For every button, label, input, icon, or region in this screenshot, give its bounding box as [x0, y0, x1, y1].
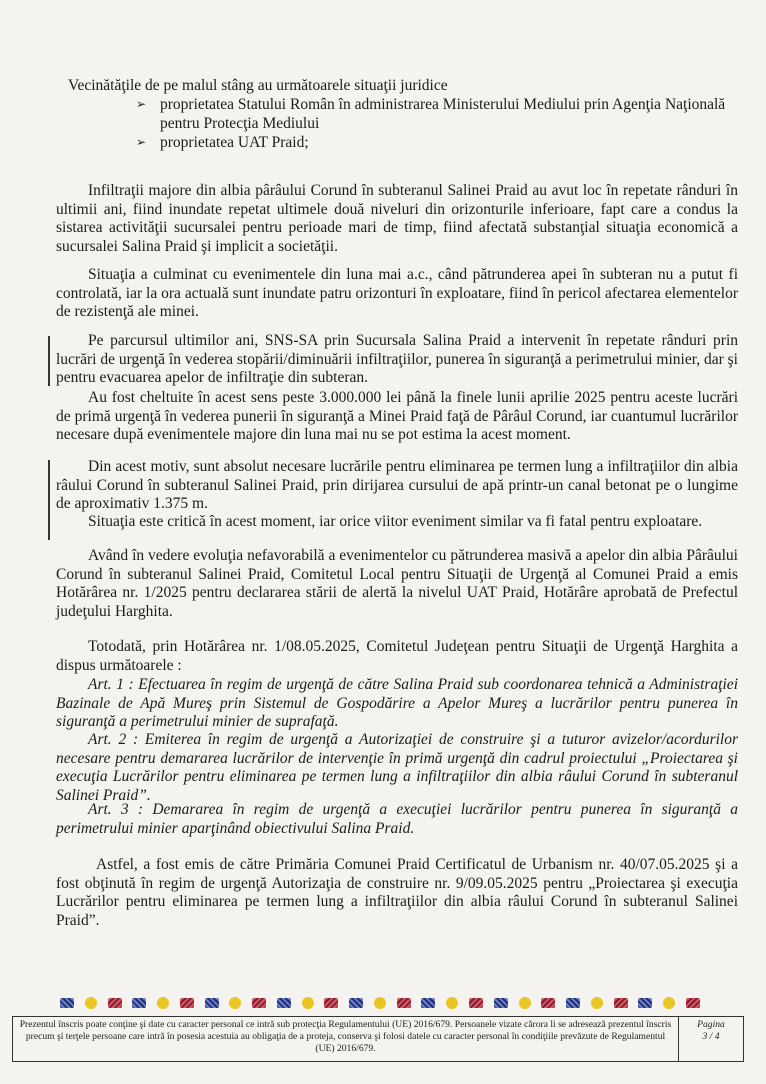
margin-bar: [48, 460, 50, 540]
ornament-motif-icon: [108, 998, 122, 1008]
footer-ornament: [60, 996, 700, 1010]
ornament-motif-icon: [591, 997, 603, 1009]
ornament-motif-icon: [397, 998, 411, 1008]
ornament-motif-icon: [686, 998, 700, 1008]
ornament-motif-icon: [374, 997, 386, 1009]
ornament-motif-icon: [302, 997, 314, 1009]
paragraph-decision: Totodată, prin Hotărârea nr. 1/08.05.2025, Comitetul Judeţean pentru Situaţii de Urgenţă Harghita a dispus următoarele :: [56, 638, 738, 674]
paragraph-infiltrations: Infiltraţii majore din albia pârâului Corund în subteranul Salinei Praid au avut loc în repetate rânduri în ultimii ani, fiind inundate repetat ultimele două niveluri din orizonturile inferioare, fapt care a condus la sistarea activităţii sucursalei pentru perioade mari de timp, fiind afectată substanţial situaţia economică a sucursalei Salina Praid şi implicit a societăţii.: [56, 182, 738, 255]
arrow-bullet-icon: ➢: [136, 135, 147, 149]
paragraph-alert: Având în vedere evoluţia nefavorabilă a evenimentelor cu pătrunderea masivă a apelor din albia Pârâului Corund în subteranul Salinei Praid, Comitetul Local pentru Situaţii de Urgenţă al Comunei Praid a emis Hotărârea nr. 1/2025 pentru declararea stării de alertă la nivelul UAT Praid, Hotărâre aprobată de Prefectul judeţului Harghita.: [56, 547, 738, 620]
paragraph-closing: Astfel, a fost emis de către Primăria Comunei Praid Certificatul de Urbanism nr. 40/07.05.2025 şi a fost obţinută în regim de urgenţă Autorizaţia de construire nr. 9/09.05.2025 pentru „Proiectarea şi execuţia Lucrărilor pentru eliminarea pe termen lung a infiltraţiilor din albia râului Corund în subteranul Salinei Praid”.: [56, 856, 738, 929]
ornament-motif-icon: [349, 998, 363, 1008]
bullet-list: [136, 95, 736, 152]
ornament-motif-icon: [85, 997, 97, 1009]
ornament-motif-icon: [663, 997, 675, 1009]
paragraph-culmination: Situaţia a culminat cu evenimentele din luna mai a.c., când pătrunderea apei în subteran nu a putut fi controlată, iar la ora actuală sunt inundate patru orizonturi în exploatare, fiind în pericol afectarea elementelor de rezistenţă ale minei.: [56, 266, 738, 321]
ornament-motif-icon: [566, 998, 580, 1008]
bullet-item: ➢ proprietatea Statului Român în administrarea Ministerului Mediului prin Agenţia Naţională pentru Protecţia Mediului: [136, 96, 726, 132]
paragraph-critical: Situaţia este critică în acest moment, iar orice viitor eveniment similar va fi fatal pentru exploatare.: [88, 513, 703, 530]
paragraph-interventions: Pe parcursul ultimilor ani, SNS-SA prin Sucursala Salina Praid a intervenit în repetate rânduri prin lucrări de urgenţă în vederea stopării/diminuării infiltraţiilor, punerea în siguranţă a perimetrului minier, dar şi pentru evacuarea apelor de infiltraţie din subteran.: [56, 332, 738, 387]
paragraph-costs: Au fost cheltuite în acest sens peste 3.000.000 lei până la finele lunii aprilie 2025 pentru aceste lucrări de primă urgenţă în vederea punerii în siguranţă a Minei Praid faţă de Pârâul Corund, iar cuantumul lucrărilor necesare după evenimentele majore din luna mai nu se pot estima la acest moment.: [56, 389, 738, 444]
footer-box: [12, 1016, 744, 1062]
paragraph-necessity: Din acest motiv, sunt absolut necesare lucrările pentru eliminarea pe termen lung a infiltraţiilor din albia râului Corund în subteranul Salinei Praid, prin dirijarea cursului de apă printr-un canal betonat pe o lungime de aproximativ 1.375 m.: [56, 458, 738, 513]
ornament-motif-icon: [614, 998, 628, 1008]
margin-bar: [48, 336, 50, 386]
ornament-motif-icon: [60, 998, 74, 1008]
ornament-motif-icon: [638, 998, 652, 1008]
footer-gdpr-notice: Prezentul înscris poate conţine şi date cu caracter personal ce intră sub protecţia Regulamentului (UE) 2016/679. Persoanele vizate cărora li se adresează prezentul înscris precum şi terţele persoane care intră în posesia acestuia au obligaţia de a proteja, conserva şi folosi datele cu caracter personal în condiţiile prevăzute de Regulamentul (UE) 2016/679.: [13, 1017, 679, 1061]
article-2: Art. 2 : Emiterea în regim de urgenţă a Autorizaţiei de construire şi a tuturor avizelor/acordurilor necesare pentru demararea lucrărilor de intervenţie în primă urgenţă din cadrul proiectului „Proiectarea şi execuţia Lucrărilor pentru eliminarea pe termen lung a infiltraţiilor din albia râului Corund în subteranul Salinei Praid”.: [56, 731, 738, 804]
article-1: Art. 1 : Efectuarea în regim de urgenţă de către Salina Praid sub coordonarea tehnică a Administraţiei Bazinale de Apă Mureş prin Sistemul de Gospodărire a Apelor Mureş a lucrărilor pentru punerea în siguranţă a perimetrului minier de suprafaţă.: [56, 676, 738, 731]
ornament-motif-icon: [277, 998, 291, 1008]
intro-line: Vecinătăţile de pe malul stâng au următoarele situaţii juridice: [68, 77, 448, 94]
ornament-motif-icon: [541, 998, 555, 1008]
ornament-motif-icon: [324, 998, 338, 1008]
page-number: 3 / 4: [702, 1031, 720, 1042]
ornament-motif-icon: [180, 998, 194, 1008]
page-label: Pagina: [697, 1019, 725, 1030]
ornament-motif-icon: [132, 998, 146, 1008]
page-indicator: [679, 1017, 743, 1061]
ornament-motif-icon: [229, 997, 241, 1009]
article-3: Art. 3 : Demararea în regim de urgenţă a execuţiei lucrărilor pentru punerea în siguranţă a perimetrului minier aparţinând obiectivului Salina Praid.: [56, 801, 738, 837]
ornament-motif-icon: [157, 997, 169, 1009]
ornament-motif-icon: [421, 998, 435, 1008]
ornament-motif-icon: [494, 998, 508, 1008]
ornament-motif-icon: [252, 998, 266, 1008]
ornament-motif-icon: [519, 997, 531, 1009]
ornament-motif-icon: [446, 997, 458, 1009]
ornament-motif-icon: [469, 998, 483, 1008]
arrow-bullet-icon: ➢: [136, 97, 147, 111]
ornament-motif-icon: [205, 998, 219, 1008]
bullet-item: ➢ proprietatea UAT Praid;: [136, 134, 309, 151]
